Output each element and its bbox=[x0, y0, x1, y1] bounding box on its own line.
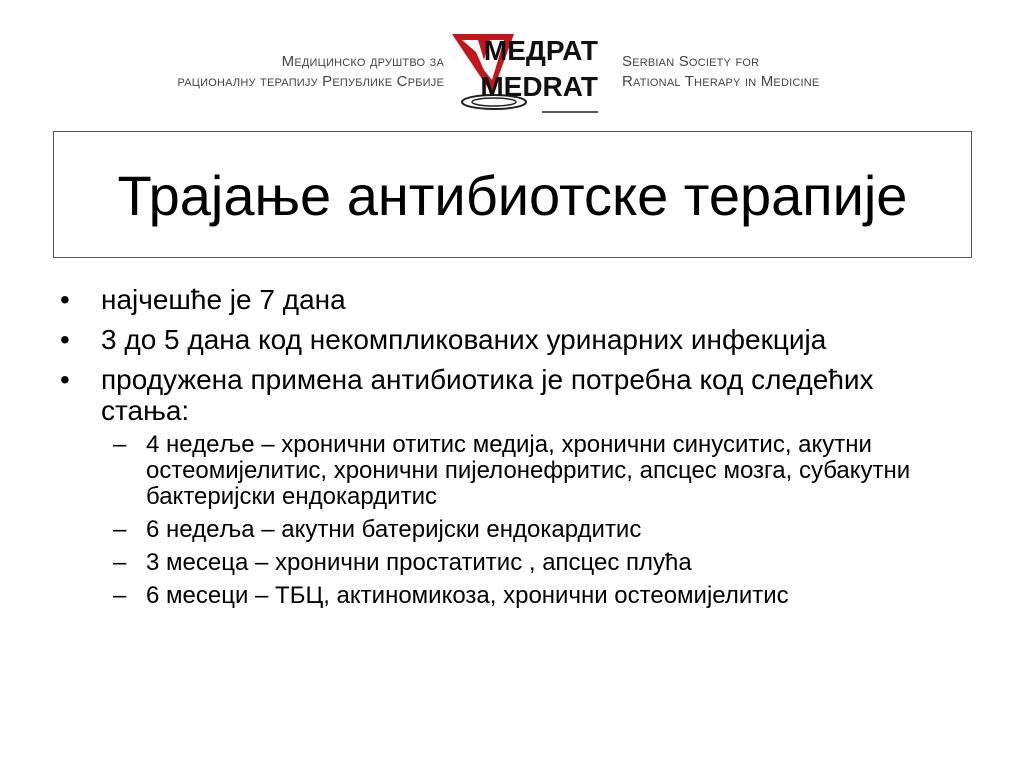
bullet-item bbox=[56, 284, 956, 315]
org-name-serbian-line2: рационалну терапију Републике Србије bbox=[177, 73, 444, 90]
dash-marker: – bbox=[113, 516, 127, 543]
dash-marker: – bbox=[113, 549, 127, 576]
sub-bullet-list bbox=[101, 432, 956, 609]
org-name-serbian bbox=[118, 52, 444, 92]
slide-content bbox=[56, 284, 956, 618]
bullet-marker: • bbox=[60, 284, 70, 315]
org-name-english-line1: Serbian Society for bbox=[622, 53, 760, 70]
medrat-logo-graphic bbox=[450, 30, 610, 116]
bullet-marker: • bbox=[60, 364, 70, 395]
bullet-item bbox=[56, 324, 956, 355]
sub-bullet-item bbox=[101, 550, 936, 576]
bullet-text: продужена примена антибиотика је потребна код следећих стања: bbox=[101, 364, 874, 426]
bullet-list bbox=[56, 284, 956, 609]
medrat-logo bbox=[450, 30, 610, 116]
logo-text-top: MEДРАТ bbox=[483, 35, 598, 66]
org-name-english-line2: Rational Therapy in Medicine bbox=[622, 73, 820, 90]
sub-bullet-item bbox=[101, 432, 936, 510]
sub-bullet-text: 6 недеља – акутни батеријски ендокардитис bbox=[146, 516, 642, 543]
sub-bullet-text: 3 месеца – хронични простатитис , апсцес плућа bbox=[146, 549, 692, 576]
slide-title: Трајање антибиотске терапије bbox=[117, 163, 908, 227]
sub-bullet-text: 4 недеље – хронични отитис медија, хронични синуситис, акутни остеомијелитис, хронични пијелонефритис, апсцес мозга, субакутни бактеријски ендокардитис bbox=[146, 431, 911, 510]
bullet-marker: • bbox=[60, 324, 70, 355]
org-name-serbian-line1: Медицинско друштво за bbox=[281, 53, 444, 70]
sub-bullet-item bbox=[101, 517, 936, 543]
org-name-english bbox=[622, 52, 882, 92]
logo-text-bottom: MEDRAT bbox=[480, 71, 598, 102]
dash-marker: – bbox=[113, 582, 127, 609]
title-box bbox=[53, 131, 972, 258]
sub-bullet-text: 6 месеци – ТБЦ, актиномикоза, хронични остеомијелитис bbox=[146, 582, 789, 609]
bullet-text: најчешће је 7 дана bbox=[101, 284, 346, 315]
bullet-item bbox=[56, 364, 956, 609]
dash-marker: – bbox=[113, 431, 127, 458]
bullet-text: 3 до 5 дана код некомпликованих уринарних инфекција bbox=[101, 324, 827, 355]
sub-bullet-item bbox=[101, 583, 936, 609]
